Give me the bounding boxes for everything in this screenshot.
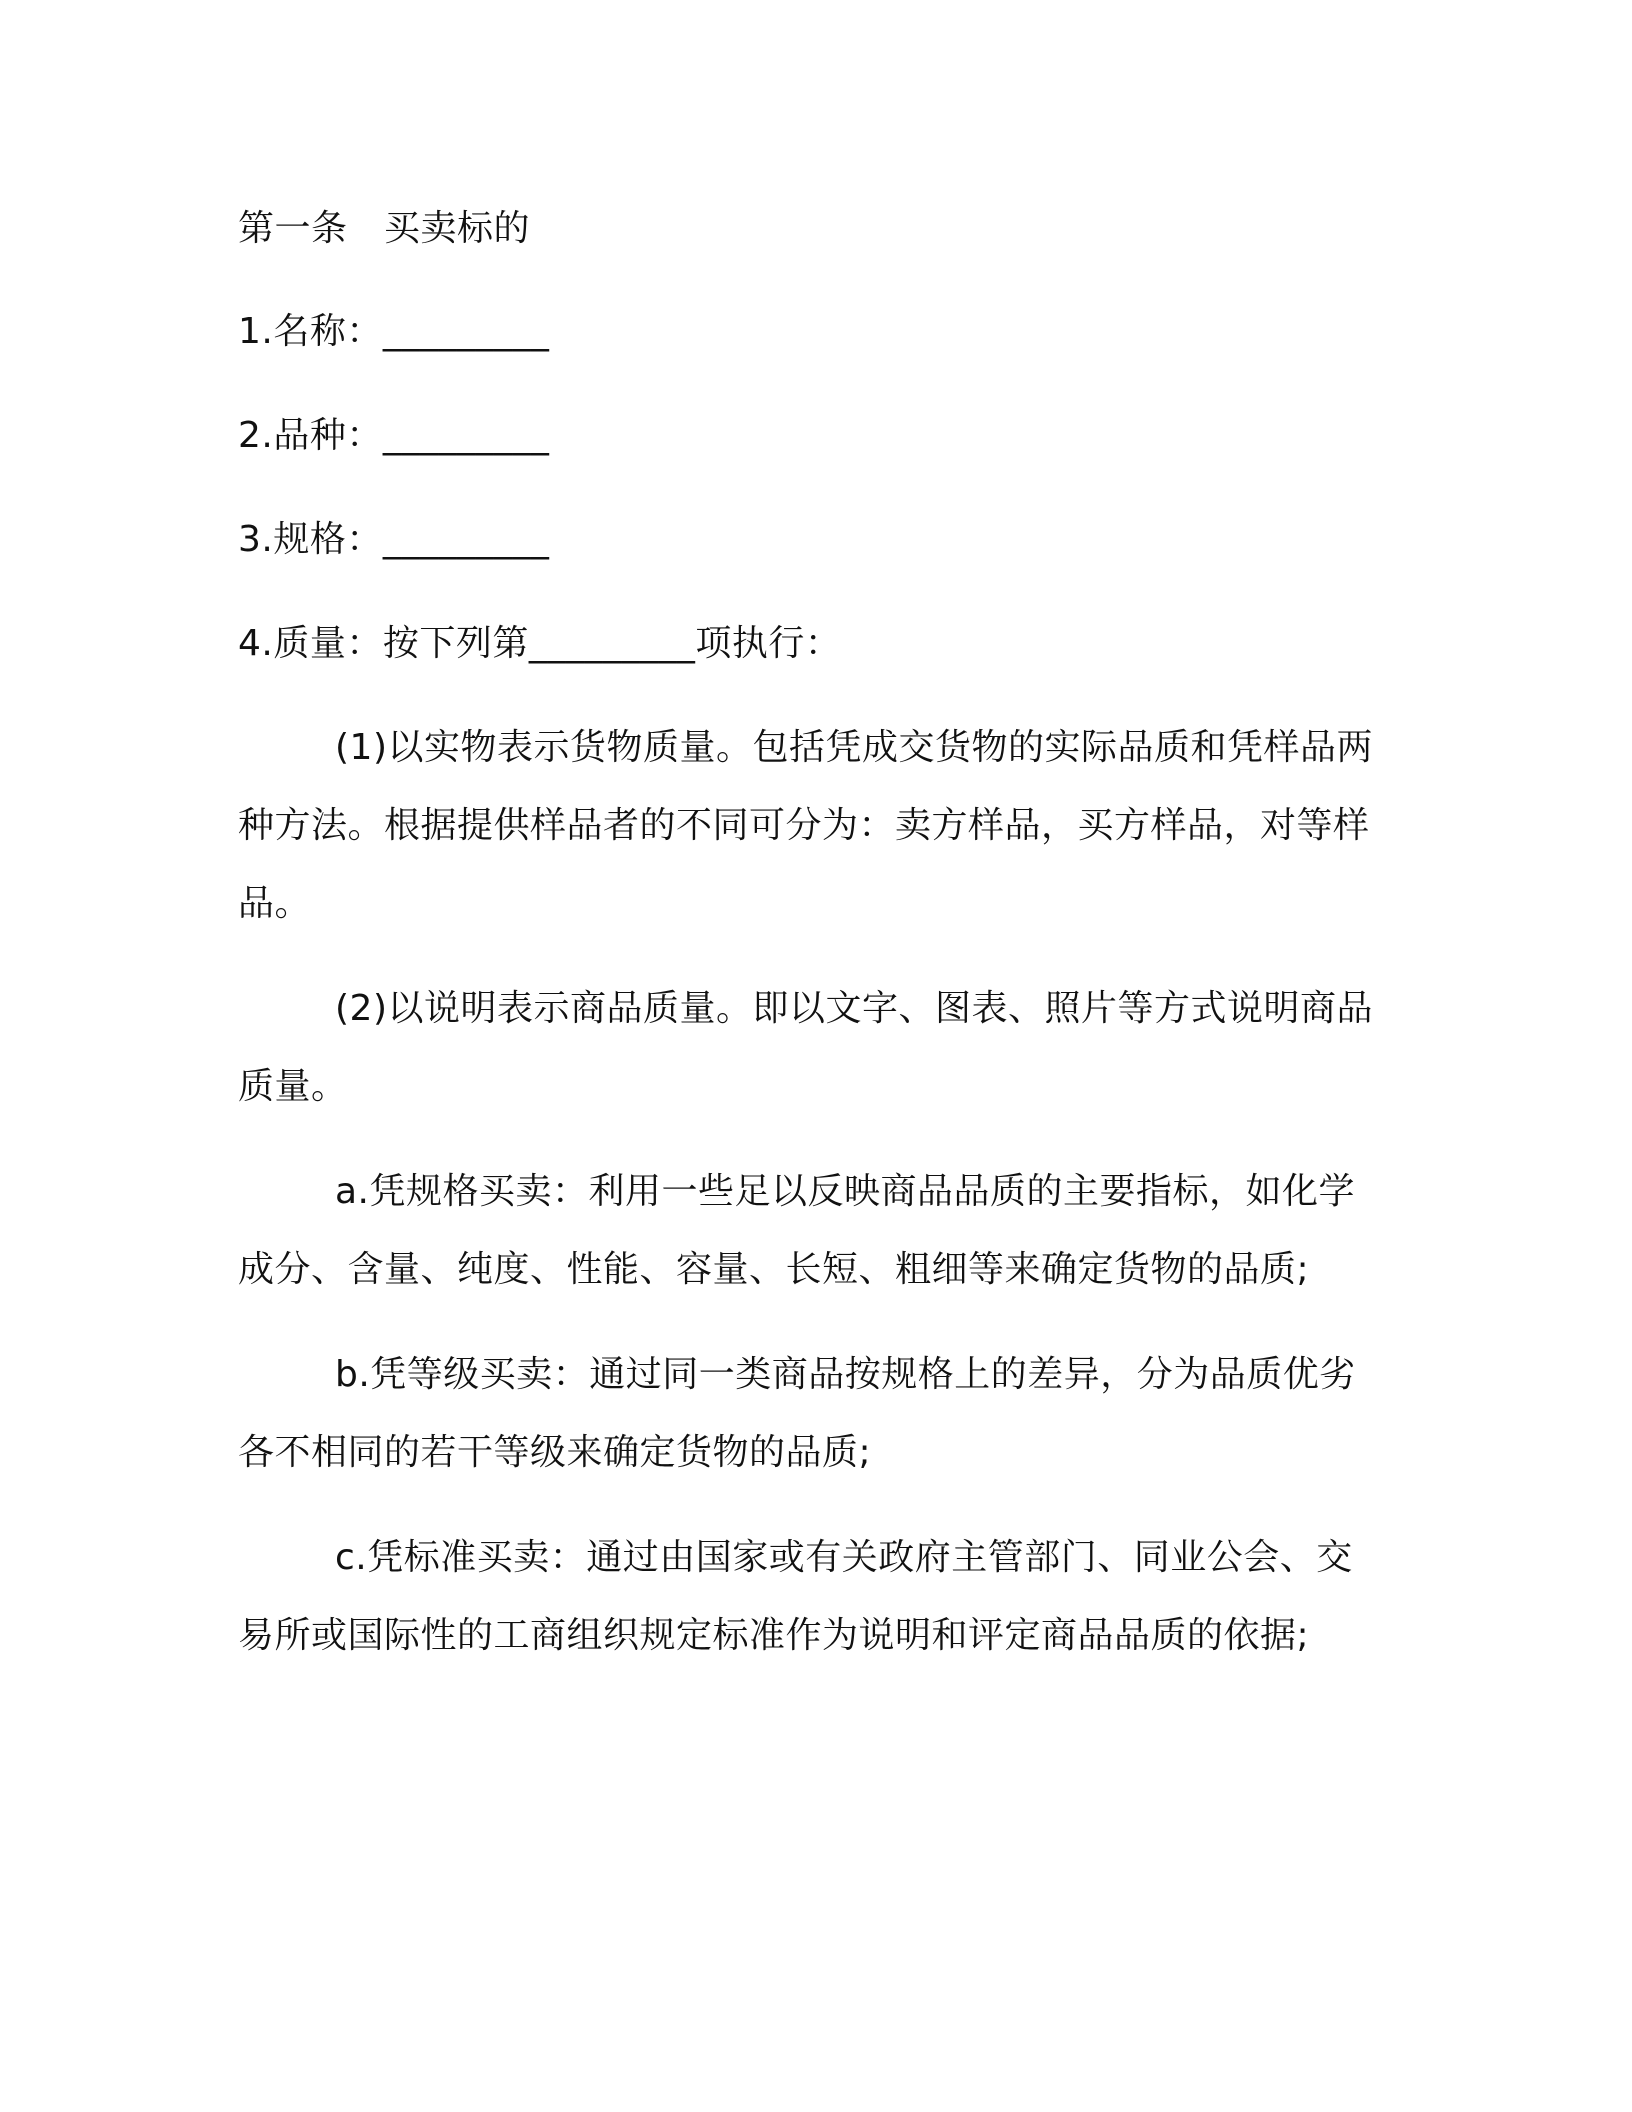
paragraph-by-grade: b.凭等级买卖：通过同一类商品按规格上的差异，分为品质优劣各不相同的若干等级来确定货物的品质; — [238, 1354, 1356, 1473]
field-spec: 3.规格：_________ — [238, 519, 550, 560]
field-name: 1.名称：_________ — [238, 311, 550, 352]
paragraph-physical-quality: (1)以实物表示货物质量。包括凭成交货物的实际品质和凭样品两种方法。根据提供样品者的不同可分为：卖方样品，买方样品，对等样品。 — [238, 727, 1373, 924]
paragraph-by-standard: c.凭标准买卖：通过由国家或有关政府主管部门、同业公会、交易所或国际性的工商组织规定标准作为说明和评定商品品质的依据; — [238, 1537, 1353, 1656]
document-body — [238, 190, 1388, 1702]
paragraph-described-quality: (2)以说明表示商品质量。即以文字、图表、照片等方式说明商品质量。 — [238, 988, 1373, 1107]
field-quality: 4.质量：按下列第_________项执行： — [238, 623, 842, 664]
field-variety: 2.品种：_________ — [238, 415, 550, 456]
article-heading: 第一条 买卖标的 — [238, 208, 531, 249]
paragraph-by-specification: a.凭规格买卖：利用一些足以反映商品品质的主要指标，如化学成分、含量、纯度、性能、容量、长短、粗细等来确定货物的品质; — [238, 1171, 1356, 1290]
